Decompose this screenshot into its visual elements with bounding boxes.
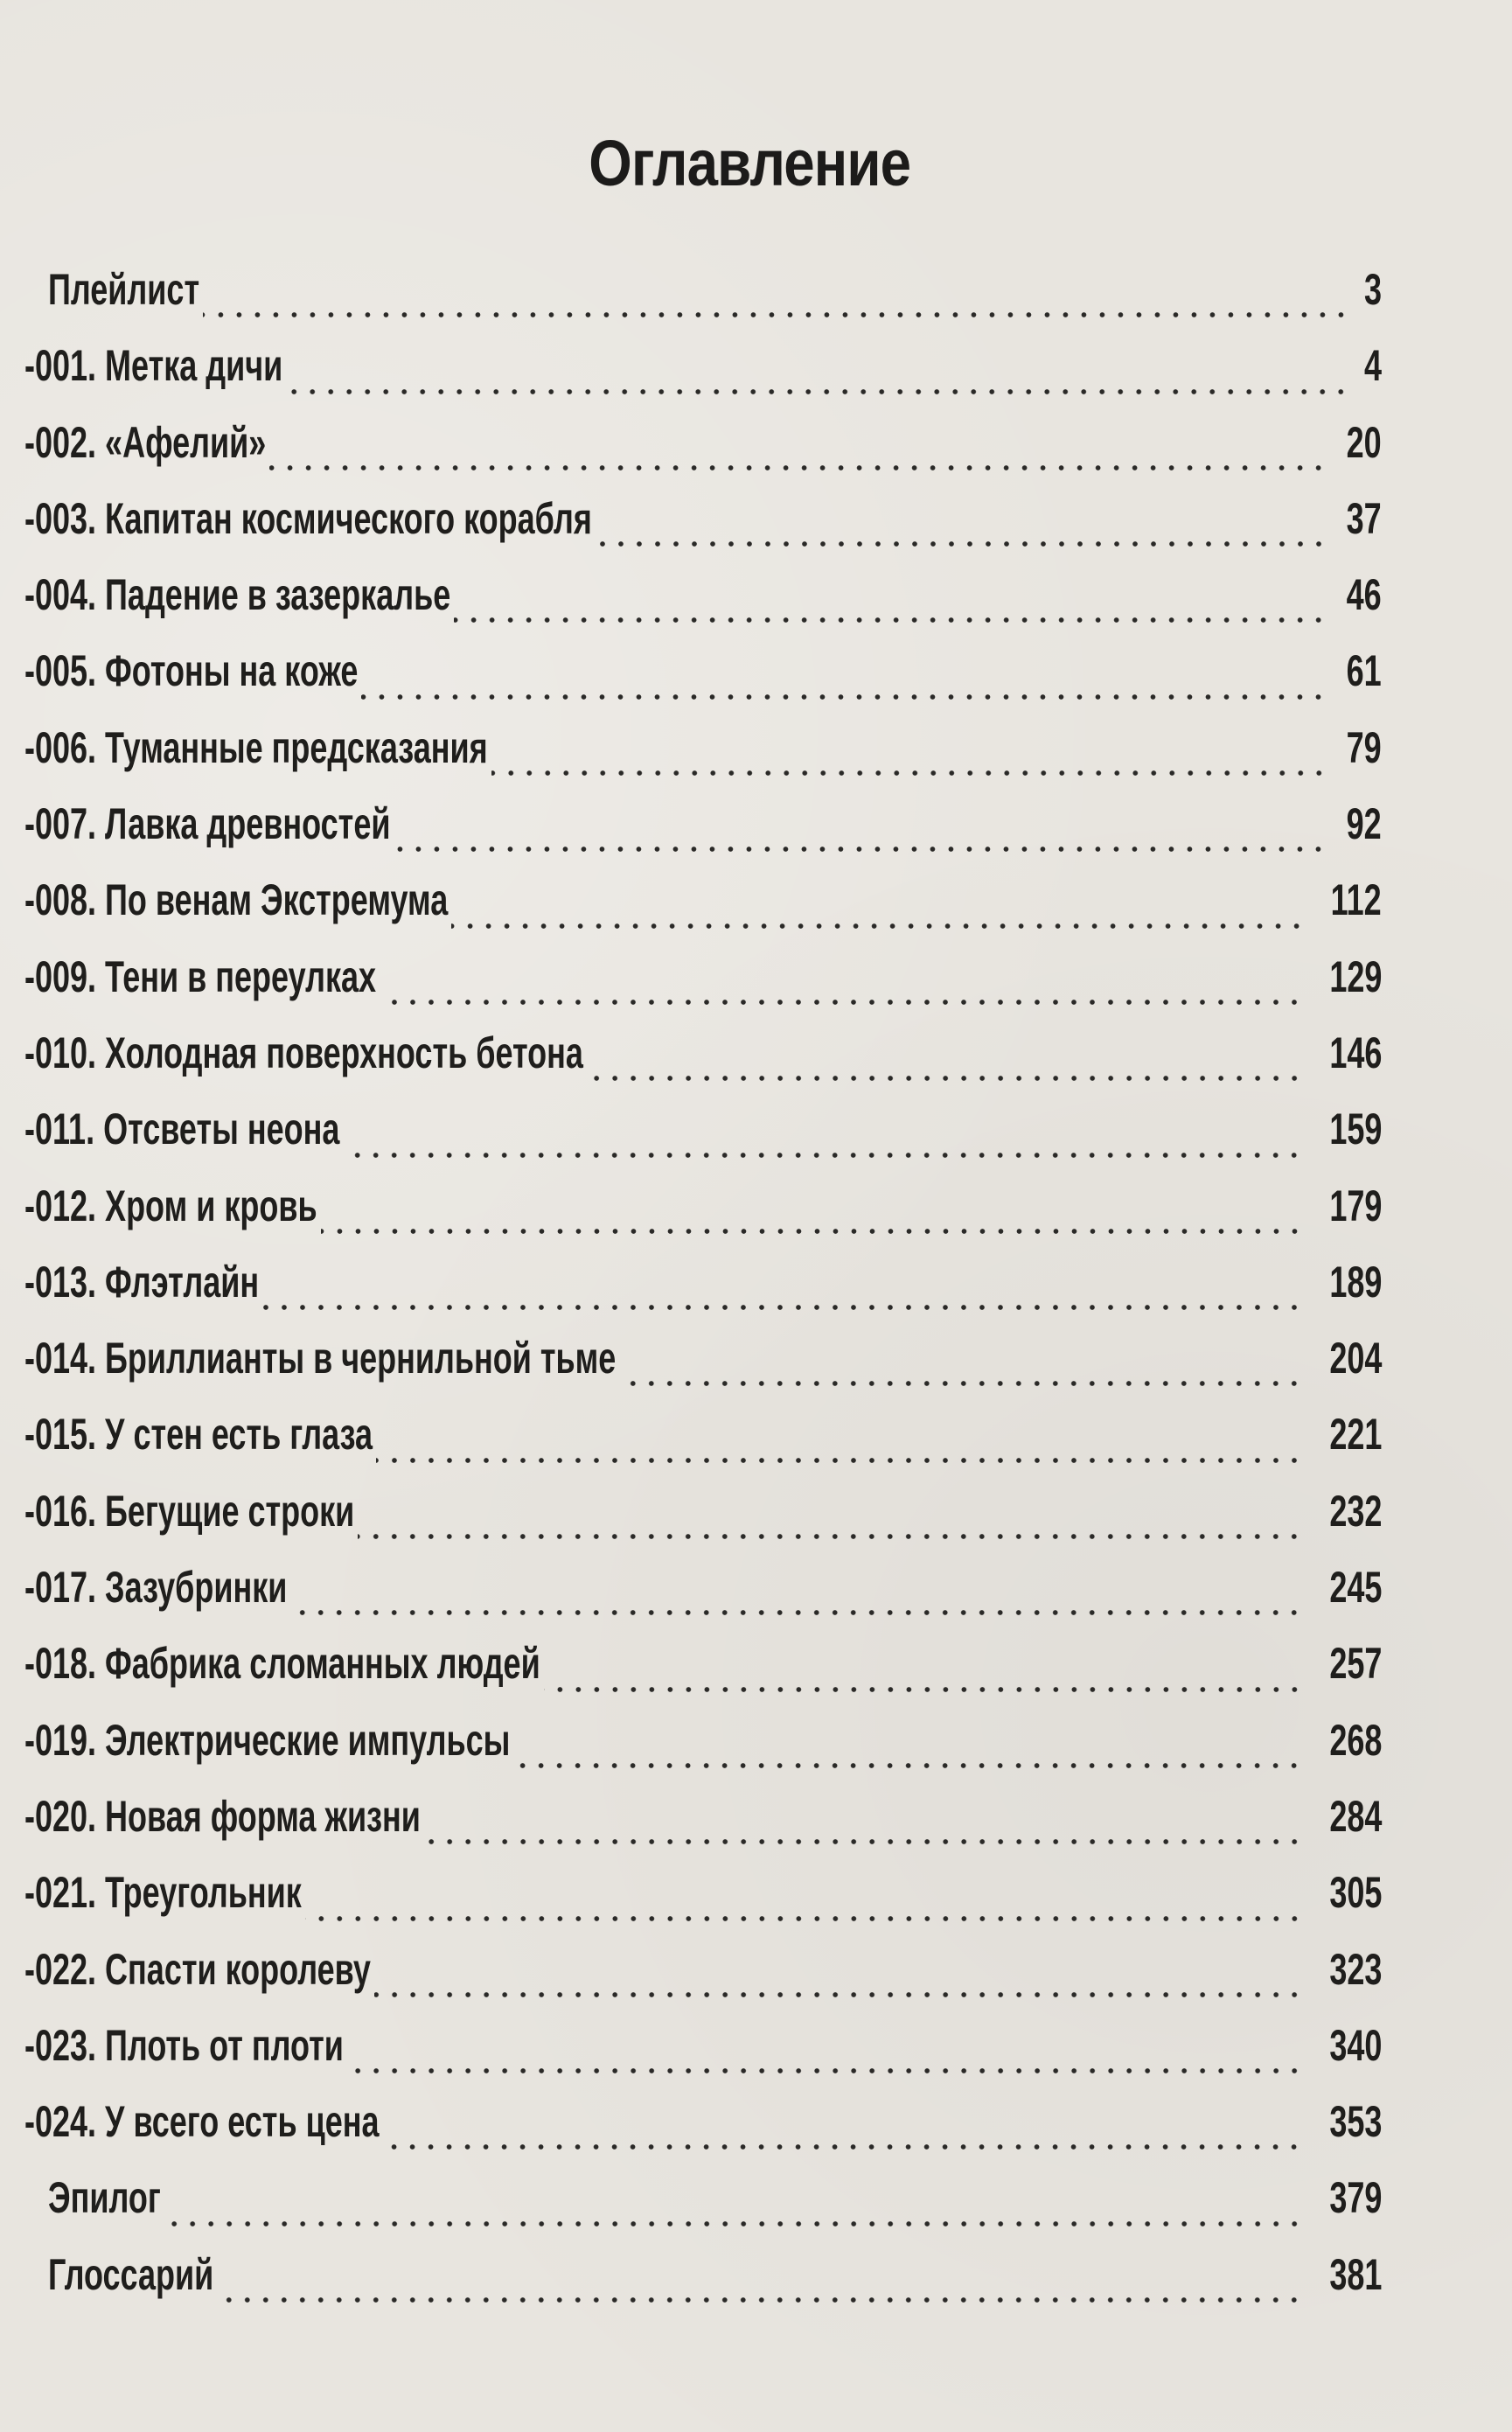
toc-entry-chapter-006[interactable]: [24, 717, 1382, 793]
toc-entry-label: -013. Флэтлайн: [24, 1257, 260, 1307]
toc-entry-page-number: 189: [1328, 1257, 1382, 1307]
table-of-contents: [24, 259, 1382, 2320]
toc-entry-label: -001. Метка дичи: [24, 341, 283, 391]
dot-leader: [382, 2141, 1303, 2153]
dot-leader: [424, 1836, 1304, 1848]
toc-entry-label: -012. Хром и кровь: [24, 1181, 317, 1230]
toc-entry-label: -005. Фотоны на коже: [24, 646, 359, 696]
dot-leader: [343, 1149, 1303, 1161]
toc-entry-page-number: 204: [1328, 1334, 1382, 1383]
toc-entry-page-number: 79: [1346, 722, 1382, 772]
dot-leader: [619, 1377, 1303, 1390]
toc-entry-page-number: 92: [1346, 799, 1382, 849]
dot-leader: [451, 920, 1306, 932]
toc-entry-label: Эпилог: [48, 2173, 161, 2223]
dot-leader: [347, 2065, 1304, 2077]
toc-entry-label: -007. Лавка древностей: [24, 799, 391, 849]
toc-entry-label: -011. Отсветы неона: [24, 1105, 340, 1154]
toc-entry-chapter-019[interactable]: [24, 1710, 1382, 1786]
toc-entry-chapter-020[interactable]: [24, 1786, 1382, 1862]
toc-entry-playlist[interactable]: [24, 259, 1382, 335]
toc-entry-page-number: 3: [1363, 265, 1382, 314]
toc-entry-page-number: 305: [1328, 1868, 1382, 1918]
toc-entry-page-number: 268: [1328, 1715, 1382, 1765]
toc-entry-chapter-016[interactable]: [24, 1481, 1382, 1557]
toc-entry-label: -004. Падение в зазеркалье: [24, 570, 451, 620]
toc-entry-label: -002. «Афелий»: [24, 417, 267, 467]
toc-entry-page-number: 61: [1346, 646, 1382, 696]
toc-entry-chapter-005[interactable]: [24, 640, 1382, 716]
toc-entry-label: -003. Капитан космического корабля: [24, 493, 592, 543]
dot-leader: [286, 386, 1350, 398]
toc-entry-label: -021. Треугольник: [24, 1868, 302, 1918]
dot-leader: [374, 1989, 1304, 2001]
toc-entry-chapter-017[interactable]: [24, 1557, 1382, 1633]
dot-leader: [513, 1760, 1303, 1772]
dot-leader: [269, 462, 1327, 474]
toc-entry-chapter-014[interactable]: [24, 1327, 1382, 1404]
dot-leader: [164, 2218, 1304, 2230]
dot-leader: [217, 2294, 1303, 2306]
toc-entry-chapter-009[interactable]: [24, 946, 1382, 1022]
toc-entry-page-number: 340: [1328, 2020, 1382, 2070]
toc-entry-chapter-011[interactable]: [24, 1098, 1382, 1174]
dot-leader: [262, 1301, 1303, 1314]
toc-entry-page-number: 4: [1363, 341, 1382, 391]
dot-leader: [454, 614, 1327, 626]
toc-entry-page-number: 381: [1328, 2249, 1382, 2299]
toc-entry-page-number: 245: [1328, 1563, 1382, 1613]
toc-entry-page-number: 323: [1328, 1944, 1382, 1994]
dot-leader: [394, 843, 1327, 855]
toc-entry-page-number: 353: [1328, 2097, 1382, 2147]
dot-leader: [544, 1683, 1304, 1696]
toc-entry-chapter-024[interactable]: [24, 2091, 1382, 2167]
toc-entry-chapter-007[interactable]: [24, 793, 1382, 869]
toc-entry-chapter-023[interactable]: [24, 2015, 1382, 2091]
toc-entry-page-number: 46: [1346, 570, 1382, 620]
toc-entry-label: Глоссарий: [48, 2249, 214, 2299]
dot-leader: [305, 1913, 1304, 1925]
toc-entry-page-number: 257: [1328, 1639, 1382, 1689]
toc-entry-label: -020. Новая форма жизни: [24, 1791, 421, 1841]
dot-leader: [596, 538, 1328, 550]
toc-entry-chapter-010[interactable]: [24, 1022, 1382, 1098]
toc-entry-label: Плейлист: [48, 265, 200, 314]
toc-entry-chapter-008[interactable]: [24, 869, 1382, 945]
dot-leader: [380, 996, 1304, 1008]
toc-entry-label: -024. У всего есть цена: [24, 2097, 380, 2147]
toc-entry-page-number: 159: [1328, 1105, 1382, 1154]
toc-entry-label: -009. Тени в переулках: [24, 951, 377, 1001]
toc-entry-page-number: 129: [1328, 951, 1382, 1001]
toc-entry-label: -018. Фабрика сломанных людей: [24, 1639, 540, 1689]
toc-entry-label: -006. Туманные предсказания: [24, 722, 488, 772]
toc-entry-label: -022. Спасти королеву: [24, 1944, 371, 1994]
toc-entry-page-number: 379: [1328, 2173, 1382, 2223]
toc-entry-page-number: 112: [1330, 875, 1382, 925]
dot-leader: [376, 1454, 1303, 1467]
toc-entry-page-number: 37: [1346, 493, 1382, 543]
toc-entry-page-number: 179: [1328, 1181, 1382, 1230]
toc-entry-label: -017. Зазубринки: [24, 1563, 288, 1613]
toc-entry-chapter-003[interactable]: [24, 488, 1382, 564]
toc-entry-label: -014. Бриллианты в чернильной тьме: [24, 1334, 617, 1383]
toc-entry-label: -019. Электрические импульсы: [24, 1715, 511, 1765]
toc-entry-glossary[interactable]: [24, 2244, 1382, 2320]
dot-leader: [587, 1072, 1304, 1084]
toc-entry-chapter-018[interactable]: [24, 1633, 1382, 1709]
toc-entry-epilogue[interactable]: [24, 2167, 1382, 2243]
toc-entry-chapter-004[interactable]: [24, 564, 1382, 640]
toc-entry-label: -016. Бегущие строки: [24, 1486, 355, 1536]
toc-entry-chapter-022[interactable]: [24, 1939, 1382, 2015]
toc-entry-chapter-015[interactable]: [24, 1404, 1382, 1480]
toc-entry-chapter-001[interactable]: [24, 335, 1382, 411]
toc-entry-chapter-002[interactable]: [24, 412, 1382, 488]
toc-entry-label: -008. По венам Экстремума: [24, 875, 449, 925]
dot-leader: [491, 767, 1328, 779]
toc-entry-chapter-012[interactable]: [24, 1175, 1382, 1251]
dot-leader: [361, 691, 1327, 703]
toc-entry-page-number: 284: [1328, 1791, 1382, 1841]
toc-entry-chapter-021[interactable]: [24, 1862, 1382, 1938]
dot-leader: [321, 1225, 1304, 1237]
toc-entry-page-number: 146: [1328, 1028, 1382, 1077]
toc-entry-page-number: 232: [1328, 1486, 1382, 1536]
toc-entry-page-number: 221: [1328, 1410, 1382, 1460]
toc-entry-chapter-013[interactable]: [24, 1251, 1382, 1327]
dot-leader: [358, 1530, 1303, 1543]
dot-leader: [290, 1606, 1303, 1619]
toc-entry-label: -023. Плоть от плоти: [24, 2020, 344, 2070]
dot-leader: [203, 309, 1350, 321]
toc-entry-label: -010. Холодная поверхность бетона: [24, 1028, 583, 1077]
page-title: Оглавление: [589, 126, 911, 199]
toc-entry-label: -015. У стен есть глаза: [24, 1410, 373, 1460]
toc-entry-page-number: 20: [1346, 417, 1382, 467]
